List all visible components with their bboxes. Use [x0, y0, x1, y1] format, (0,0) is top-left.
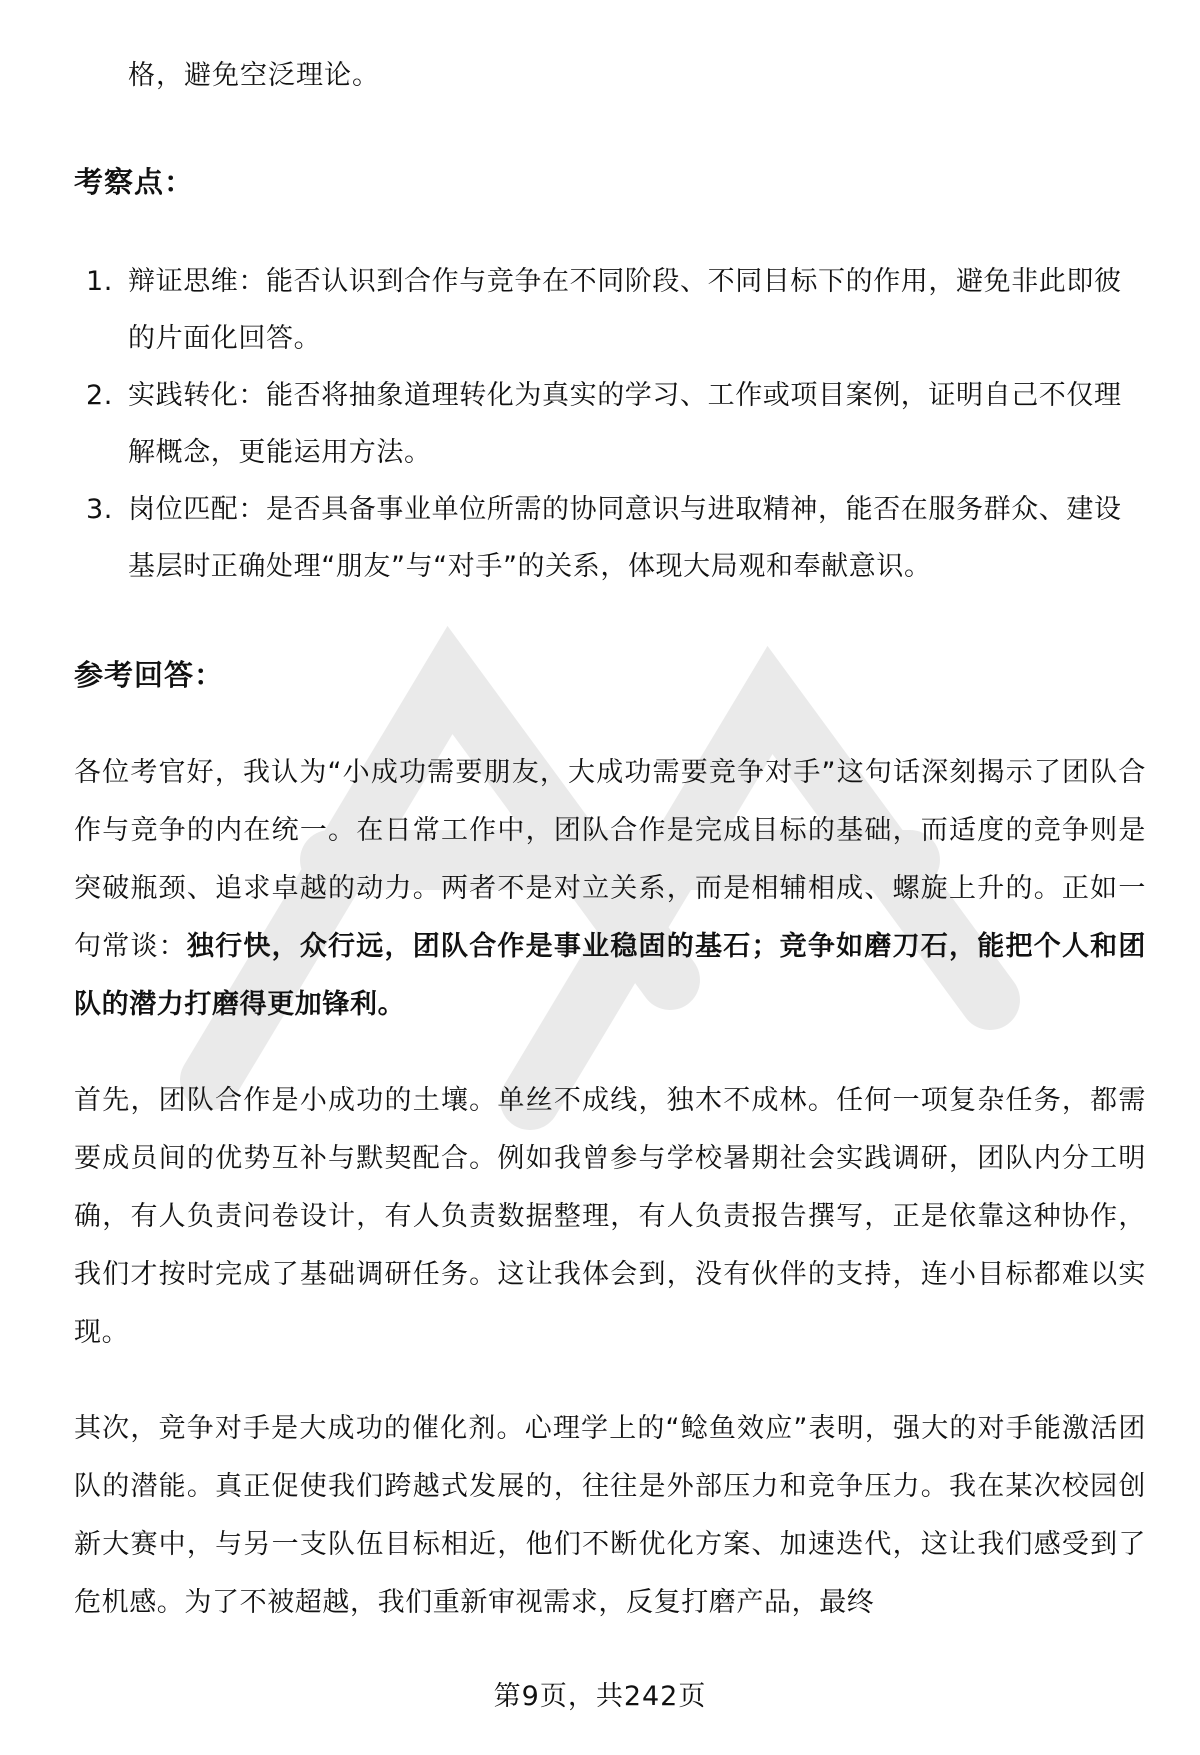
list-item [74, 253, 1144, 367]
emphasis-text: 独行快，众行远，团队合作是事业稳固的基石；竞争如磨刀石，能把个人和团队的潜力打磨得更加锋利。 [74, 931, 1147, 1020]
list-number: 3. [86, 494, 113, 525]
list-item-text: 实践转化：能否将抽象道理转化为真实的学习、工作或项目案例，证明自己不仅理解概念，更能运用方法。 [128, 380, 1122, 468]
points-heading: 考察点： [74, 165, 195, 199]
list-item [74, 367, 1144, 481]
answer-heading: 参考回答： [74, 658, 225, 692]
page-number: 第9页，共242页 [493, 1681, 707, 1712]
list-number: 1. [86, 266, 113, 297]
points-list [74, 253, 1144, 595]
list-item-text: 辩证思维：能否认识到合作与竞争在不同阶段、不同目标下的作用，避免非此即彼的片面化回答。 [128, 266, 1122, 354]
answer-paragraph-2: 首先，团队合作是小成功的土壤。单丝不成线，独木不成林。任何一项复杂任务，都需要成员间的优势互补与默契配合。例如我曾参与学校暑期社会实践调研，团队内分工明确，有人负责问卷设计，有人负责数据整理，有人负责报告撰写，正是依靠这种协作，我们才按时完成了基础调研任务。这让我体会到，没有伙伴的支持，连小目标都难以实现。 [74, 1085, 1146, 1348]
answer-paragraph-1 [74, 744, 1146, 1034]
paragraph-text: 各位考官好，我认为“小成功需要朋友，大成功需要竞争对手”这句话深刻揭示了团队合作与竞争的内在统一。在日常工作中，团队合作是完成目标的基础，而适度的竞争则是突破瓶颈、追求卓越的动力。两者不是对立关系，而是相辅相成、螺旋上升的。正如一句常谈： [74, 757, 1146, 962]
continuation-text: 格，避免空泛理论。 [128, 60, 380, 91]
list-number: 2. [86, 380, 113, 411]
answer-paragraph-3: 其次，竞争对手是大成功的催化剂。心理学上的“鲶鱼效应”表明，强大的对手能激活团队的潜能。真正促使我们跨越式发展的，往往是外部压力和竞争压力。我在某次校园创新大赛中，与另一支队伍目标相近，他们不断优化方案、加速迭代，这让我们感受到了危机感。为了不被超越，我们重新审视需求，反复打磨产品，最终 [74, 1413, 1146, 1618]
list-item-text: 岗位匹配：是否具备事业单位所需的协同意识与进取精神，能否在服务群众、建设基层时正确处理“朋友”与“对手”的关系，体现大局观和奉献意识。 [128, 494, 1122, 582]
list-item [74, 481, 1144, 595]
